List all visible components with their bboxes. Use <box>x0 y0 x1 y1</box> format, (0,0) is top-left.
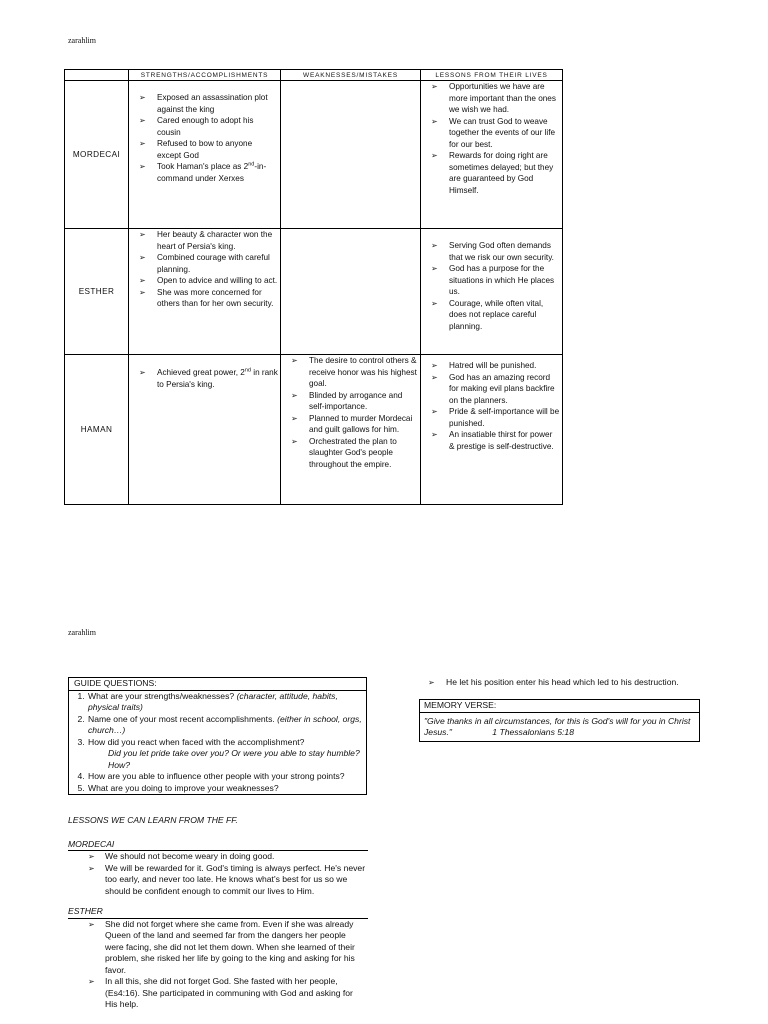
list-item: ➢ Pride & self-importance will be punished. <box>421 406 560 429</box>
table-header-row <box>65 70 563 81</box>
lessons-heading: LESSONS WE CAN LEARN FROM THE FF. <box>68 815 238 825</box>
question-text: How are you able to influence other people with your strong points? <box>88 771 345 781</box>
list-item: ➢ An insatiable thirst for power & prestige is self-destructive. <box>421 429 560 452</box>
haman-strengths-cell <box>129 355 281 505</box>
list-item: ➢ God has an amazing record for making evil plans backfire on the planners. <box>421 372 560 407</box>
list-item: ➢ Blinded by arrogance and self-importance. <box>281 390 418 413</box>
list-item: ➢ The desire to control others & receive honor was his highest goal. <box>281 355 418 390</box>
question-text: How did you react when faced with the accomplishment? <box>88 736 305 747</box>
col-header-weaknesses: WEAKNESSES/MISTAKES <box>281 70 421 81</box>
list-item: ➢ Open to advice and willing to act. <box>129 275 278 287</box>
list-item: ➢ Opportunities we have are more important than the ones we wish we had. <box>421 81 560 116</box>
list-item: ➢ Cared enough to adopt his cousin <box>129 115 278 138</box>
guide-question-1 <box>87 691 362 714</box>
list-item: ➢ Exposed an assassination plot against the king <box>129 92 278 115</box>
lessons-section <box>68 815 368 1011</box>
guide-questions-box <box>68 677 367 795</box>
esther-lessons-cell <box>421 229 563 355</box>
memory-verse-title: MEMORY VERSE: <box>424 700 497 710</box>
verse-quote: "Give thanks in all circumstances, for this is God's will for you in Christ Jesus." <box>424 715 691 737</box>
haman-extra-bullet <box>418 677 696 689</box>
list-item: ➢ Achieved great power, 2nd in rank to Persia's king. <box>129 367 278 390</box>
list-item: ➢ Hatred will be punished. <box>421 360 560 372</box>
list-item: ➢ Took Haman's place as 2nd-in-command under Xerxes <box>129 161 278 184</box>
list-item: ➢ Orchestrated the plan to slaughter God's people throughout the empire. <box>281 436 418 471</box>
list-item: ➢ We will be rewarded for it. God's timing is always perfect. He's never too early, and never too late. He knows what's best for us so we should be confident enough to commit our lives to Him. <box>68 863 366 898</box>
guide-question-2 <box>87 714 362 737</box>
question-note: Did you let pride take over you? Or were you able to stay humble? How? <box>108 748 360 770</box>
question-note: (character, attitude, habits, physical traits) <box>88 690 338 712</box>
list-item: ➢ Refused to bow to anyone except God <box>129 138 278 161</box>
list-item: ➢ In all this, she did not forget God. She fasted with her people, (Es4:16). She participated in communing with God and asking for His help. <box>68 976 366 1011</box>
list-item: ➢ God has a purpose for the situations in which He places us. <box>421 263 560 298</box>
section-title-mordecai: MORDECAI <box>68 839 368 852</box>
memory-verse-text <box>420 712 699 741</box>
row-name-esther: ESTHER <box>65 229 129 355</box>
col-header-lessons: LESSONS FROM THEIR LIVES <box>421 70 563 81</box>
mordecai-strengths-cell <box>129 81 281 229</box>
guide-question-5 <box>87 783 362 795</box>
table-row-esther <box>65 229 563 355</box>
haman-lessons-cell <box>421 355 563 505</box>
question-text: What are your strengths/weaknesses? <box>88 690 235 701</box>
verse-reference: 1 Thessalonians 5:18 <box>492 727 574 737</box>
table-corner-cell <box>65 70 129 81</box>
list-item: ➢ We can trust God to weave together the events of our life for our best. <box>421 116 560 151</box>
list-item: ➢ Courage, while often vital, does not replace careful planning. <box>421 298 560 333</box>
question-text: Name one of your most recent accomplishments. <box>88 713 275 724</box>
mordecai-lessons-cell <box>421 81 563 229</box>
list-item: ➢ Rewards for doing right are sometimes delayed; but they are guaranteed by God Himself. <box>421 150 560 196</box>
question-note: (either in school, orgs, church…) <box>88 713 362 735</box>
mordecai-weaknesses-cell <box>281 81 421 229</box>
haman-weaknesses-cell <box>281 355 421 505</box>
character-table <box>64 69 563 505</box>
list-item: ➢ Her beauty & character won the heart of Persia's king. <box>129 229 278 252</box>
memory-verse-box <box>419 699 700 742</box>
list-item: ➢ She was more concerned for others than for her own security. <box>129 287 278 310</box>
row-name-haman: HAMAN <box>65 355 129 505</box>
question-text: What are you doing to improve your weaknesses? <box>88 782 279 793</box>
esther-weaknesses-cell <box>281 229 421 355</box>
page-header-author-2: zarahlim <box>68 628 96 637</box>
row-name-mordecai: MORDECAI <box>65 81 129 229</box>
section-title-esther: ESTHER <box>68 906 103 916</box>
guide-questions-title: GUIDE QUESTIONS: <box>69 678 366 691</box>
guide-question-3 <box>87 737 362 772</box>
list-item: ➢ Serving God often demands that we risk our own security. <box>421 240 560 263</box>
esther-strengths-cell <box>129 229 281 355</box>
list-item: ➢ Combined courage with careful planning. <box>129 252 278 275</box>
table-row-haman <box>65 355 563 505</box>
list-item: ➢ Planned to murder Mordecai and guilt gallows for him. <box>281 413 418 436</box>
col-header-strengths: STRENGTHS/ACCOMPLISHMENTS <box>129 70 281 81</box>
page-header-author: zarahlim <box>68 36 96 45</box>
list-item: ➢ He let his position enter his head which led to his destruction. <box>418 677 694 689</box>
table-row-mordecai <box>65 81 563 229</box>
list-item: ➢ She did not forget where she came from. Even if she was already Queen of the land and seemed far from the dangers her people were facing, she did not let them down. When she learned of their problem, she risked her life by going to the king and asking for his favor. <box>68 919 366 977</box>
list-item: ➢ We should not become weary in doing good. <box>68 851 366 863</box>
guide-question-4 <box>87 771 362 783</box>
